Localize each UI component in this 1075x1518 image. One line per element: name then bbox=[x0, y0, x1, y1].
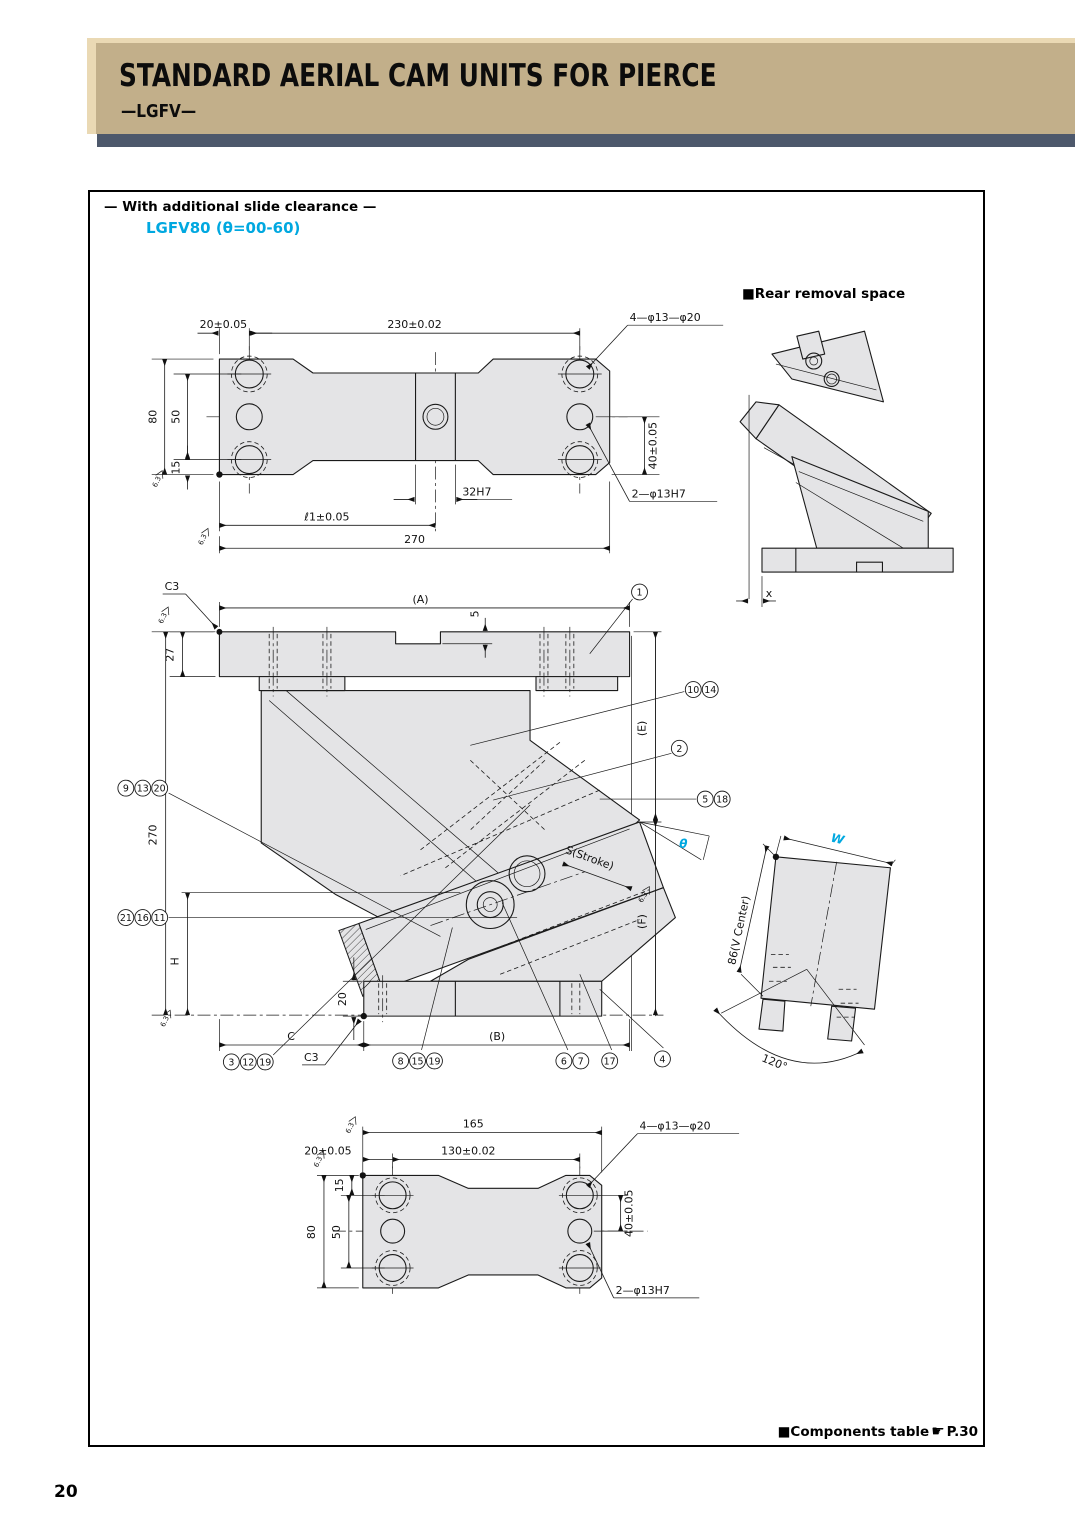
dim-chamfer-top: C3 bbox=[164, 580, 180, 594]
balloon-5 bbox=[697, 791, 713, 807]
svg-text:21: 21 bbox=[119, 913, 132, 925]
svg-text:6.3: 6.3 bbox=[312, 1155, 325, 1169]
svg-text:3: 3 bbox=[228, 1057, 235, 1069]
balloon-10 bbox=[685, 682, 701, 698]
dim-dowels: 2—φ13H7 bbox=[631, 487, 686, 501]
dim-height: 80 bbox=[304, 1225, 318, 1240]
clearance-note: — With additional slide clearance — bbox=[104, 199, 377, 215]
svg-text:13: 13 bbox=[136, 783, 149, 795]
bottom-view bbox=[304, 1115, 739, 1298]
dim-base-h: 20 bbox=[335, 992, 349, 1007]
dim-chamfer-bottom: C3 bbox=[304, 1050, 319, 1064]
balloon-19b bbox=[426, 1053, 442, 1069]
dim-hole-span: 130±0.02 bbox=[441, 1144, 496, 1158]
rear-removal-label: ■Rear removal space bbox=[742, 286, 906, 302]
balloon-4 bbox=[654, 1051, 670, 1067]
dim-x: x bbox=[765, 586, 773, 600]
dim-height-f: (F) bbox=[635, 914, 649, 929]
dim-hole-span: 230±0.02 bbox=[387, 318, 442, 332]
dim-hole-height: 50 bbox=[169, 409, 183, 424]
dim-depth-27: 27 bbox=[163, 647, 177, 662]
dim-width: 270 bbox=[404, 533, 425, 547]
pointer-hand-icon: ☛ bbox=[931, 1422, 945, 1440]
page-number: 20 bbox=[54, 1482, 78, 1502]
dim-edge: 15 bbox=[169, 460, 183, 475]
page-title: STANDARD AERIAL CAM UNITS FOR PIERCE bbox=[119, 58, 717, 94]
surface-finish-mark bbox=[159, 1009, 174, 1029]
dim-width-b: (B) bbox=[489, 1030, 506, 1044]
svg-text:8: 8 bbox=[397, 1056, 404, 1068]
dim-keyway: 32H7 bbox=[462, 485, 492, 499]
dim-offset: 20±0.05 bbox=[199, 318, 248, 332]
svg-text:14: 14 bbox=[704, 685, 717, 697]
svg-text:2: 2 bbox=[676, 743, 683, 755]
svg-text:4: 4 bbox=[659, 1054, 666, 1066]
dim-theta: θ bbox=[679, 836, 688, 851]
dim-right-span: 40±0.05 bbox=[646, 421, 660, 470]
technical-drawing bbox=[90, 192, 983, 1445]
balloon-6 bbox=[556, 1053, 572, 1069]
surface-finish-mark bbox=[197, 527, 212, 547]
balloon-17 bbox=[602, 1053, 618, 1069]
top-view bbox=[147, 311, 723, 553]
datum-dot bbox=[216, 471, 222, 477]
side-view bbox=[715, 831, 895, 1074]
balloon-7 bbox=[573, 1053, 589, 1069]
svg-text:6: 6 bbox=[560, 1056, 567, 1068]
svg-text:15: 15 bbox=[411, 1056, 424, 1068]
drawing-frame bbox=[88, 190, 985, 1447]
components-table-label: ■Components table bbox=[777, 1424, 930, 1440]
balloon-14 bbox=[702, 682, 718, 698]
dim-edge: 15 bbox=[332, 1178, 346, 1193]
dim-dowels: 2—φ13H7 bbox=[615, 1283, 670, 1297]
svg-text:12: 12 bbox=[242, 1057, 255, 1069]
surface-finish-mark bbox=[151, 469, 166, 489]
balloon-15 bbox=[410, 1053, 426, 1069]
svg-text:9: 9 bbox=[122, 783, 129, 795]
svg-text:6.3: 6.3 bbox=[196, 532, 209, 547]
page-header bbox=[87, 38, 1075, 134]
dim-stroke: S(Stroke) bbox=[563, 843, 616, 873]
balloon-20 bbox=[152, 780, 168, 796]
balloon-9 bbox=[118, 780, 134, 796]
svg-text:6.3: 6.3 bbox=[636, 890, 650, 905]
svg-text:5: 5 bbox=[702, 794, 709, 806]
surface-finish-mark bbox=[157, 605, 172, 625]
dim-right-span: 40±0.05 bbox=[622, 1189, 636, 1237]
balloon-21 bbox=[118, 910, 134, 926]
balloon-19 bbox=[257, 1054, 273, 1070]
dim-height: 80 bbox=[146, 409, 160, 424]
balloon-8 bbox=[393, 1053, 409, 1069]
dim-width-w: W bbox=[829, 830, 846, 848]
svg-text:7: 7 bbox=[577, 1056, 584, 1068]
balloon-18 bbox=[714, 791, 730, 807]
svg-text:1: 1 bbox=[636, 587, 643, 599]
balloon-1 bbox=[632, 584, 648, 600]
dim-width: 165 bbox=[462, 1117, 484, 1131]
balloon-12 bbox=[240, 1054, 256, 1070]
dim-height-h: H bbox=[168, 957, 182, 966]
balloon-11 bbox=[152, 910, 168, 926]
dim-hole-height: 50 bbox=[329, 1225, 343, 1240]
dim-width-a: (A) bbox=[412, 592, 429, 606]
svg-text:16: 16 bbox=[136, 913, 149, 925]
svg-text:19: 19 bbox=[259, 1057, 272, 1069]
balloon-13 bbox=[135, 780, 151, 796]
svg-text:20: 20 bbox=[153, 783, 166, 795]
components-page-ref: P.30 bbox=[946, 1424, 978, 1440]
dim-holes-outer: 4—φ13—φ20 bbox=[629, 311, 701, 325]
dim-v-center: 86(V Center) bbox=[725, 894, 753, 966]
rear-removal-view bbox=[736, 331, 953, 607]
surface-finish-mark bbox=[344, 1115, 359, 1135]
svg-text:11: 11 bbox=[153, 913, 166, 925]
dim-offset: 20±0.05 bbox=[304, 1144, 352, 1158]
header-rule bbox=[97, 134, 1075, 147]
dim-depth-5: 5 bbox=[468, 610, 482, 618]
svg-text:6.3: 6.3 bbox=[150, 475, 163, 489]
components-table-ref bbox=[778, 1422, 978, 1440]
dim-l1: ℓ1±0.05 bbox=[304, 510, 350, 524]
dim-height-270: 270 bbox=[146, 824, 160, 846]
balloon-3 bbox=[223, 1054, 239, 1070]
svg-text:18: 18 bbox=[716, 794, 729, 806]
dim-height-e: (E) bbox=[635, 720, 649, 737]
page-subtitle: —LGFV— bbox=[121, 101, 197, 122]
dim-angle: 120° bbox=[759, 1051, 790, 1074]
balloon-16 bbox=[135, 910, 151, 926]
svg-text:6.3: 6.3 bbox=[156, 611, 169, 625]
balloon-2 bbox=[671, 740, 687, 756]
main-view bbox=[118, 580, 730, 1070]
dim-holes-outer: 4—φ13—φ20 bbox=[639, 1119, 711, 1133]
svg-text:6.3: 6.3 bbox=[344, 1121, 357, 1135]
dim-width-c: C bbox=[287, 1030, 295, 1044]
model-number: LGFV80 (θ=00-60) bbox=[146, 219, 301, 237]
svg-text:19: 19 bbox=[428, 1056, 441, 1068]
svg-text:17: 17 bbox=[603, 1056, 616, 1068]
svg-text:10: 10 bbox=[687, 685, 700, 697]
svg-text:6.3: 6.3 bbox=[158, 1014, 171, 1029]
datum-dot bbox=[360, 1172, 366, 1178]
